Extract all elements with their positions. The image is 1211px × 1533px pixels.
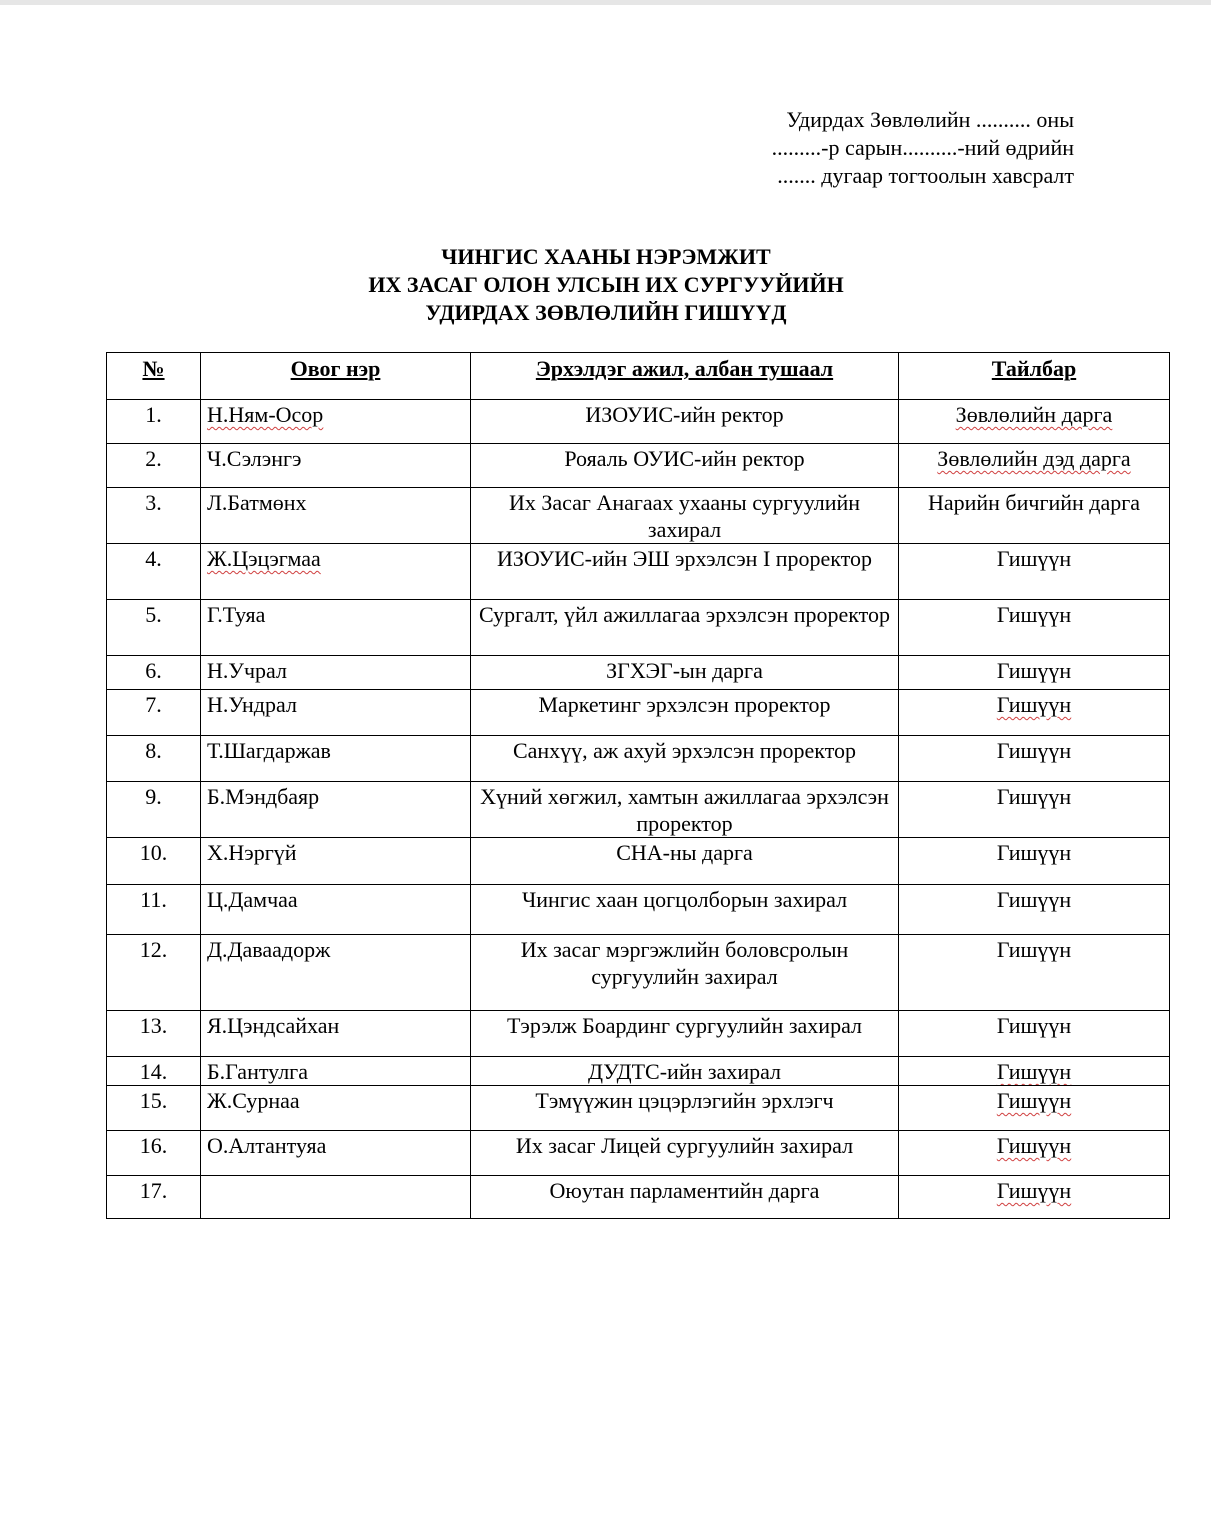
header-number: №	[107, 353, 201, 400]
row-number: 9.	[107, 782, 201, 838]
annex-line-3: ....... дугаар тогтоолын хавсралт	[777, 163, 1074, 188]
header-name: Овог нэр	[201, 353, 471, 400]
member-position: Их засаг мэргэжлийн боловсролын сургуулийн захирал	[471, 935, 899, 1011]
member-position: Сургалт, үйл ажиллагаа эрхэлсэн проректор	[471, 600, 899, 656]
row-number: 12.	[107, 935, 201, 1011]
row-number: 7.	[107, 690, 201, 736]
row-number: 15.	[107, 1086, 201, 1131]
table-row	[107, 400, 1170, 444]
member-name: Ч.Сэлэнгэ	[201, 444, 471, 488]
member-position: Тэрэлж Боардинг сургуулийн захирал	[471, 1011, 899, 1057]
table-header-row	[107, 353, 1170, 400]
member-position: ДУДТС-ийн захирал	[471, 1057, 899, 1086]
row-number: 16.	[107, 1131, 201, 1176]
annex-line-2: .........-р сарын..........-ний өдрийн	[771, 135, 1074, 160]
member-name: Я.Цэндсайхан	[201, 1011, 471, 1057]
table-row	[107, 736, 1170, 782]
table-row	[107, 782, 1170, 838]
annex-note	[700, 106, 1074, 190]
member-note: Гишүүн	[996, 692, 1072, 717]
member-position: ЗГХЭГ-ын дарга	[471, 656, 899, 690]
row-number: 14.	[107, 1057, 201, 1086]
row-number: 4.	[107, 544, 201, 600]
member-name: Д.Даваадорж	[201, 935, 471, 1011]
table-row	[107, 444, 1170, 488]
member-note: Зөвлөлийн дэд дарга	[937, 446, 1131, 471]
member-position: ИЗОУИС-ийн ЭШ эрхэлсэн I проректор	[471, 544, 899, 600]
member-position: Маркетинг эрхэлсэн проректор	[471, 690, 899, 736]
member-note: Гишүүн	[899, 1011, 1170, 1057]
table-row	[107, 1086, 1170, 1131]
member-note: Гишүүн	[899, 736, 1170, 782]
title-line-1: ЧИНГИС ХААНЫ НЭРЭМЖИТ	[441, 244, 771, 269]
header-note: Тайлбар	[899, 353, 1170, 400]
member-position: Рояаль ОУИС-ийн ректор	[471, 444, 899, 488]
member-note: Гишүүн	[899, 782, 1170, 838]
row-number: 3.	[107, 488, 201, 544]
table-row	[107, 1176, 1170, 1219]
header-position: Эрхэлдэг ажил, албан тушаал	[471, 353, 899, 400]
member-name: Н.Ням-Осор	[207, 402, 324, 427]
row-number: 10.	[107, 838, 201, 885]
member-note: Гишүүн	[996, 1178, 1072, 1203]
row-number: 8.	[107, 736, 201, 782]
row-number: 1.	[107, 400, 201, 444]
member-position: Их засаг Лицей сургуулийн захирал	[471, 1131, 899, 1176]
table-row	[107, 935, 1170, 1011]
member-note: Гишүүн	[899, 600, 1170, 656]
member-position: Санхүү, аж ахуй эрхэлсэн проректор	[471, 736, 899, 782]
member-note: Гишүүн	[899, 838, 1170, 885]
member-note: Гишүүн	[899, 656, 1170, 690]
member-name: Х.Нэргүй	[201, 838, 471, 885]
member-position: ИЗОУИС-ийн ректор	[471, 400, 899, 444]
member-position: Оюутан парламентийн дарга	[471, 1176, 899, 1219]
table-row	[107, 488, 1170, 544]
table-row	[107, 838, 1170, 885]
member-note: Зөвлөлийн дарга	[955, 402, 1113, 427]
table-row	[107, 885, 1170, 935]
member-name: Ц.Дамчаа	[201, 885, 471, 935]
member-name: Г.Туяа	[201, 600, 471, 656]
member-note: Нарийн бичгийн дарга	[899, 488, 1170, 544]
member-name: Б.Мэндбаяр	[201, 782, 471, 838]
row-number: 5.	[107, 600, 201, 656]
row-number: 13.	[107, 1011, 201, 1057]
title-line-3: УДИРДАХ ЗӨВЛӨЛИЙН ГИШҮҮД	[425, 300, 787, 325]
member-name: Т.Шагдаржав	[201, 736, 471, 782]
member-name: Ж.Сурнаа	[201, 1086, 471, 1131]
page-top-strip	[0, 0, 1211, 5]
table-row	[107, 656, 1170, 690]
member-position: Хүний хөгжил, хамтын ажиллагаа эрхэлсэн проректор	[471, 782, 899, 838]
member-note: Гишүүн	[899, 935, 1170, 1011]
table-row	[107, 544, 1170, 600]
member-position: СНА-ны дарга	[471, 838, 899, 885]
member-position: Их Засаг Анагаах ухааны сургуулийн захирал	[471, 488, 899, 544]
row-number: 6.	[107, 656, 201, 690]
member-note: Гишүүн	[996, 1133, 1072, 1158]
member-name: Н.Учрал	[201, 656, 471, 690]
member-note: Гишүүн	[996, 1088, 1072, 1113]
document-title	[106, 243, 1106, 327]
annex-line-1: Удирдах Зөвлөлийн .......... оны	[786, 107, 1074, 132]
member-name: О.Алтантуяа	[201, 1131, 471, 1176]
table-row	[107, 600, 1170, 656]
members-table	[106, 352, 1170, 1219]
member-position: Тэмүүжин цэцэрлэгийн эрхлэгч	[471, 1086, 899, 1131]
member-name: Н.Ундрал	[201, 690, 471, 736]
row-number: 17.	[107, 1176, 201, 1219]
member-name: Ж.Цэцэгмаа	[207, 546, 321, 571]
table-row	[107, 1057, 1170, 1086]
member-position: Чингис хаан цогцолборын захирал	[471, 885, 899, 935]
row-number: 11.	[107, 885, 201, 935]
title-line-2: ИХ ЗАСАГ ОЛОН УЛСЫН ИХ СУРГУУЙИЙН	[368, 272, 844, 297]
member-name	[201, 1176, 471, 1219]
member-note: Гишүүн	[899, 544, 1170, 600]
member-note: Гишүүн	[899, 885, 1170, 935]
table-row	[107, 690, 1170, 736]
member-note: Гишүүн	[996, 1059, 1072, 1084]
member-name: Б.Гантулга	[201, 1057, 471, 1086]
member-name: Л.Батмөнх	[201, 488, 471, 544]
table-row	[107, 1011, 1170, 1057]
table-row	[107, 1131, 1170, 1176]
row-number: 2.	[107, 444, 201, 488]
